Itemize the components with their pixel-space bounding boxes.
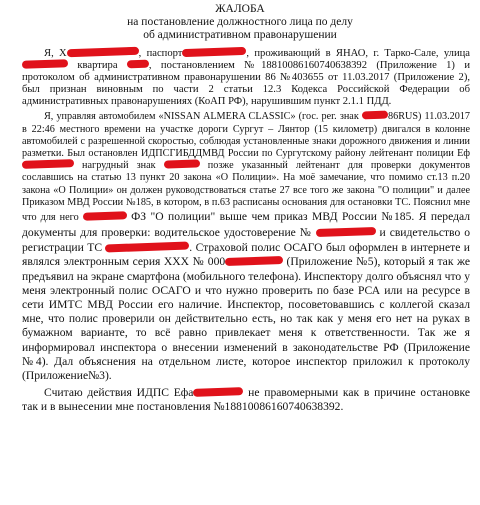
redaction-mark <box>127 60 149 69</box>
redaction-mark <box>315 226 375 236</box>
p1-text-c: , проживающий в ЯНАО, г. Тарко-Сале, улица <box>246 48 470 59</box>
redaction-mark <box>105 241 189 252</box>
p2-text-d: позже указанный лейтенант для проверки документов сославшись на статью 13 пункт 20 закона «О Полиции». На моё замечание, что помимо ст.13 п.20 закона «О Полиции» он должен руководствоваться статье 27 все того же закона "О полиции" и далее Приказом МВД России №185, в котором, в п.63 расписаны основания для остановки ТС. Пояснил мне что для него <box>22 160 470 224</box>
document-header <box>0 0 480 42</box>
redaction-mark <box>83 211 127 221</box>
redaction-mark <box>182 47 246 57</box>
p2-text-c: нагрудный знак <box>74 160 156 172</box>
p2-text-f: и свидетельство о регистрации ТС <box>22 225 470 254</box>
p3-text-a: Считаю действия ИДПС Ефа <box>44 386 194 400</box>
p2-text-g: . Страховой полис ОСАГО был оформлен в интернете и являлся электронным серия ХХХ № 000 <box>22 240 470 269</box>
p2-text-e: ФЗ "О полиции" выше чем приказ МВД России №185. Я передал документы для проверки: водительское удостоверение № <box>22 210 470 239</box>
document-subtitle-line-1: на постановление должностного лица по делу <box>127 16 353 28</box>
p2-text-a: Я, управляя автомобилем «NISSAN ALMERA CLASSIC» (гос. рег. знак <box>44 111 359 123</box>
p1-text-d: квартира <box>68 60 118 72</box>
redaction-mark <box>67 47 139 58</box>
redaction-mark <box>362 111 388 120</box>
paragraph-1 <box>22 48 470 108</box>
p2-text-h: (Приложение №5), который я так же предъявил на экране смартфона (мобильного телефона). Инспектору долго объяснял что у меня электронный полис ОСАГО и что нужно проверить по базе РСА или на ресурсе в сети ИМТС МВД России его наличие. Инспектор, посоветовавшись с коллегой сказал мне, что полис проверили он действительно есть, но так как у меня его нет на руках в бумажном варианте, то всё равно привлекает меня к ответственности. Так же я информировал инспектора о внесении изменений в законодательстве РФ (Приложение №4). Дал объяснения на отдельном листе, которое инспектор приложил к протоколу (Приложение№3). <box>22 255 470 382</box>
document-subtitle-line-2: об административном правонарушении <box>143 29 337 41</box>
redaction-mark <box>22 59 68 69</box>
p1-text-b: , паспорт <box>138 48 183 59</box>
p2-text-b: 86RUS) 11.03.2017 в 22:46 местного времени на участке дороги Сургут – Лянтор (15 километр) двигался в колонне автомобилей с разрешенной скоростью, соблюдая установленные знаки дорожного движения и линии разметки. Был остановлен ИДПСГИБДДМВД России по Сургутскому району лейтенант полиции Еф <box>22 111 471 160</box>
redaction-mark <box>164 160 200 169</box>
document-body <box>22 48 470 415</box>
redaction-mark <box>193 387 243 397</box>
p1-text-e: , постановлением №18810086160740638392 (Приложение 1) и протоколом об административном правонарушении 86 №403655 от 11.03.2017 (Приложение 2), был признан виновным по части 2 статьи 12.3 Кодекса Российской Федерации об административных правонарушениях (КоАП РФ), нарушившим пункт 2.1.1 ПДД. <box>22 60 470 108</box>
p3-text-b: не правомерными как в причине остановке так и в вынесении мне постановления №18810086160740638392. <box>22 386 470 414</box>
paragraph-3 <box>22 386 470 414</box>
p1-text-a: Я, Х <box>44 48 67 59</box>
redaction-mark <box>22 159 74 169</box>
document-title: ЖАЛОБА <box>215 3 265 15</box>
redaction-mark <box>225 256 283 266</box>
paragraph-2 <box>22 111 470 383</box>
